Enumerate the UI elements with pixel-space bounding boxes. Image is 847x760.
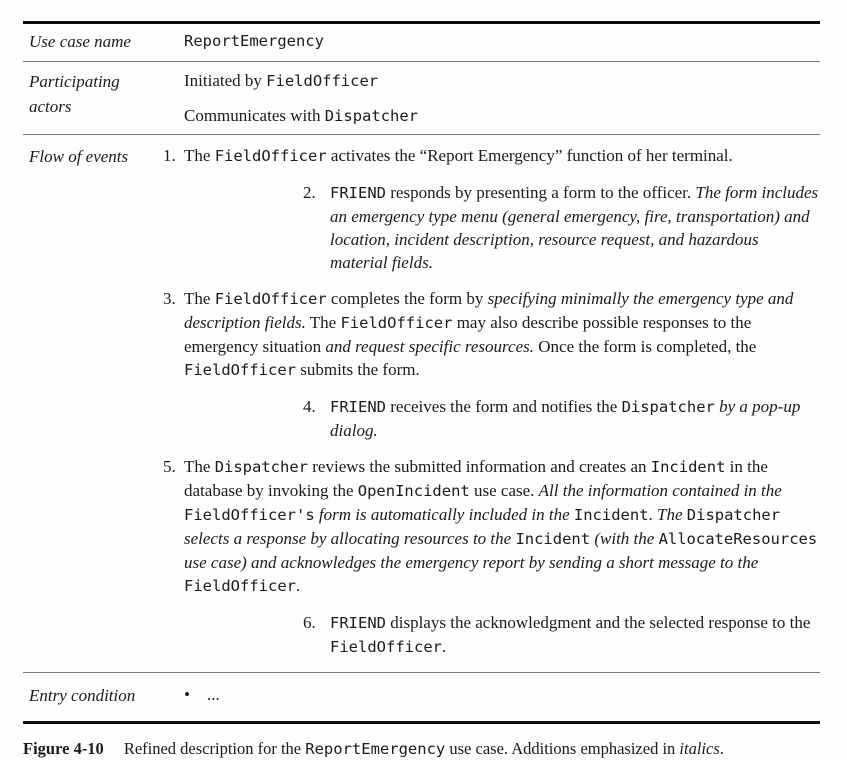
body-text: The <box>184 289 215 308</box>
row-participating-actors <box>23 62 820 135</box>
figure-caption-number: Figure 4-10 <box>23 739 104 758</box>
body-text: use case. Additions emphasized in <box>445 739 680 758</box>
code-term: FRIEND <box>330 184 386 202</box>
flow-of-events-list <box>163 144 820 672</box>
italic-addition: and request specific resources. <box>325 337 534 356</box>
body-text: . <box>441 637 447 656</box>
body-text: displays the acknowledgment and the selected response to the <box>386 613 811 632</box>
body-text: completes the form by <box>326 289 488 308</box>
step-text <box>184 144 820 168</box>
italic-addition: italics <box>679 739 720 758</box>
row-entry-condition <box>23 673 820 721</box>
step-number: 6. <box>303 613 316 632</box>
code-term: FieldOfficer <box>330 638 442 656</box>
body-text: reviews the submitted information and creates an <box>308 457 651 476</box>
flow-step-1 <box>163 144 820 168</box>
step-text <box>330 611 820 659</box>
flow-step-3 <box>163 287 820 382</box>
code-term: Dispatcher <box>324 107 419 125</box>
body-text: use case. <box>469 481 539 500</box>
code-term: Incident <box>650 458 726 476</box>
code-term: FRIEND <box>330 614 386 632</box>
code-term: Dispatcher <box>621 398 715 416</box>
body-text: . <box>295 576 301 595</box>
body-text: submits the form. <box>295 360 420 379</box>
body-text: Once the form is completed, the <box>534 337 757 356</box>
row-use-case-name <box>23 24 820 62</box>
code-term: ReportEmergency <box>184 32 324 50</box>
use-case-name-value <box>184 29 820 53</box>
flow-step-2 <box>303 181 820 274</box>
row-label-flow-of-events: Flow of events <box>29 147 129 166</box>
body-text: The <box>305 313 341 332</box>
body-text: . <box>719 739 724 758</box>
italic-addition: The <box>657 505 687 524</box>
code-term: FieldOfficer <box>184 577 296 595</box>
step-number: 5. <box>163 457 176 476</box>
use-case-description-table <box>23 21 820 724</box>
step-text <box>184 455 820 598</box>
flow-step-5 <box>163 455 820 598</box>
body-text: receives the form and notifies the <box>386 397 622 416</box>
italic-addition: form is automatically included in the <box>314 505 574 524</box>
body-text: . <box>648 505 658 524</box>
body-text: in the database by invoking the <box>184 457 768 500</box>
use-case-name-value-cell <box>184 29 820 54</box>
step-number: 1. <box>163 146 176 165</box>
code-term: AllocateResources <box>658 530 818 548</box>
row-label-participating-actors: Participating actors <box>29 72 120 116</box>
code-term: FieldOfficer <box>184 361 296 379</box>
code-term: FRIEND <box>330 398 386 416</box>
italic-addition: specifying minimally the emergency type and description fields. <box>184 289 794 332</box>
row-label-entry-condition: Entry condition <box>29 686 136 705</box>
actor-initiated-by <box>184 69 820 93</box>
italic-addition: by a pop-up dialog. <box>330 397 801 440</box>
body-text: may also describe possible responses to the emergency situation <box>184 313 752 356</box>
figure-caption-text <box>124 739 724 758</box>
step-number: 3. <box>163 289 176 308</box>
code-term: FieldOfficer <box>214 290 327 308</box>
italic-addition: use case) and acknowledges the emergency report by sending a short message to the <box>184 553 759 572</box>
code-term: FieldOfficer <box>214 147 327 165</box>
body-text: responds by presenting a form to the officer. <box>386 183 696 202</box>
body-text: The <box>184 146 215 165</box>
flow-step-6 <box>303 611 820 659</box>
row-flow-of-events <box>23 135 820 673</box>
body-text: Communicates with <box>184 106 325 125</box>
code-term: Dispatcher <box>686 506 781 524</box>
bullet-icon: • <box>184 685 190 704</box>
code-term: Incident <box>573 506 649 524</box>
code-term: Incident <box>515 530 591 548</box>
code-term: ReportEmergency <box>305 740 446 758</box>
row-label-use-case-name: Use case name <box>29 32 131 51</box>
step-text <box>330 181 820 274</box>
figure-caption <box>23 738 823 760</box>
step-text <box>184 287 820 382</box>
italic-addition: The form includes an emergency type menu (general emergency, fire, transportation) and location, incident description, resource request, and hazardous material fields. <box>330 183 819 272</box>
code-term: FieldOfficer's <box>184 506 315 524</box>
entry-condition-cell <box>184 683 820 708</box>
step-number: 4. <box>303 397 316 416</box>
body-text: The <box>184 457 215 476</box>
italic-addition: All the information contained in the <box>538 481 782 500</box>
code-term: Dispatcher <box>214 458 309 476</box>
code-term: OpenIncident <box>357 482 470 500</box>
code-term: FieldOfficer <box>266 72 379 90</box>
actor-communicates-with <box>184 104 820 128</box>
participating-actors-cell <box>184 69 820 128</box>
code-term: FieldOfficer <box>340 314 453 332</box>
flow-step-4 <box>303 395 820 442</box>
body-text: Refined description for the <box>123 739 306 758</box>
body-text: activates the “Report Emergency” function of her terminal. <box>326 146 733 165</box>
step-number: 2. <box>303 183 316 202</box>
entry-condition-text: ... <box>207 685 220 704</box>
italic-addition: (with the <box>590 529 659 548</box>
step-text <box>330 395 820 442</box>
italic-addition: selects a response by allocating resources to the <box>184 529 516 548</box>
entry-condition-item <box>184 683 820 706</box>
body-text: Initiated by <box>184 71 267 90</box>
